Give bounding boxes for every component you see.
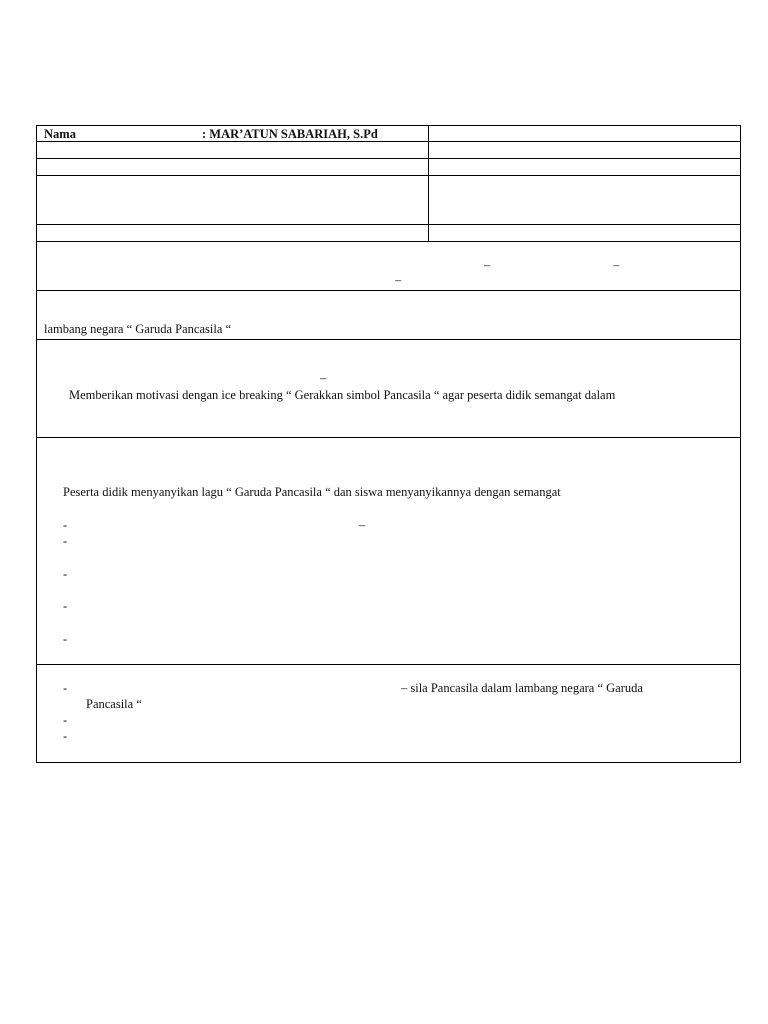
blank-row-2: [36, 159, 741, 176]
closing-bullet-3: -: [63, 729, 68, 743]
blank-cell: [429, 142, 740, 158]
blank-cell: [429, 225, 740, 241]
core-section: [36, 438, 741, 665]
opening-dash: –: [320, 371, 327, 385]
closing-item-1: – sila Pancasila dalam lambang negara “ Garuda: [401, 681, 643, 695]
name-value: : MAR’ATUN SABARIAH, S.Pd: [202, 127, 378, 141]
objective-dash-3: –: [395, 273, 402, 287]
blank-cell: [37, 159, 429, 175]
media-section: [36, 291, 741, 340]
closing-section: [36, 665, 741, 763]
blank-cell: [429, 159, 740, 175]
document-table: [36, 125, 741, 763]
identity-row: [36, 125, 741, 142]
objective-section: [36, 242, 741, 291]
closing-item-1-cont: Pancasila “: [86, 697, 142, 711]
blank-row-4: [36, 225, 741, 242]
blank-cell: [37, 142, 429, 158]
song-text: Peserta didik menyanyikan lagu “ Garuda Pancasila “ dan siswa menyanyikannya dengan semangat: [63, 485, 561, 499]
core-bullet-1: -: [63, 518, 68, 532]
closing-bullet-1: -: [63, 681, 68, 695]
core-inline-dash: –: [359, 518, 366, 532]
blank-cell: [429, 176, 740, 224]
core-bullet-3: -: [63, 567, 68, 581]
name-label: Nama: [44, 127, 76, 141]
objective-dash-2: –: [613, 258, 620, 272]
blank-cell: [37, 176, 429, 224]
media-text: lambang negara “ Garuda Pancasila “: [44, 322, 232, 336]
identity-left-cell: [37, 126, 429, 141]
closing-bullet-2: -: [63, 713, 68, 727]
blank-cell: [37, 225, 429, 241]
blank-row-3: [36, 176, 741, 225]
core-bullet-5: -: [63, 632, 68, 646]
opening-section: [36, 340, 741, 438]
core-bullet-2: -: [63, 534, 68, 548]
motivation-text: Memberikan motivasi dengan ice breaking “ Gerakkan simbol Pancasila “ agar peserta didik semangat dalam: [69, 388, 616, 402]
core-bullet-4: -: [63, 599, 68, 613]
blank-row-1: [36, 142, 741, 159]
identity-right-cell: [429, 126, 740, 141]
objective-dash-1: –: [484, 258, 491, 272]
